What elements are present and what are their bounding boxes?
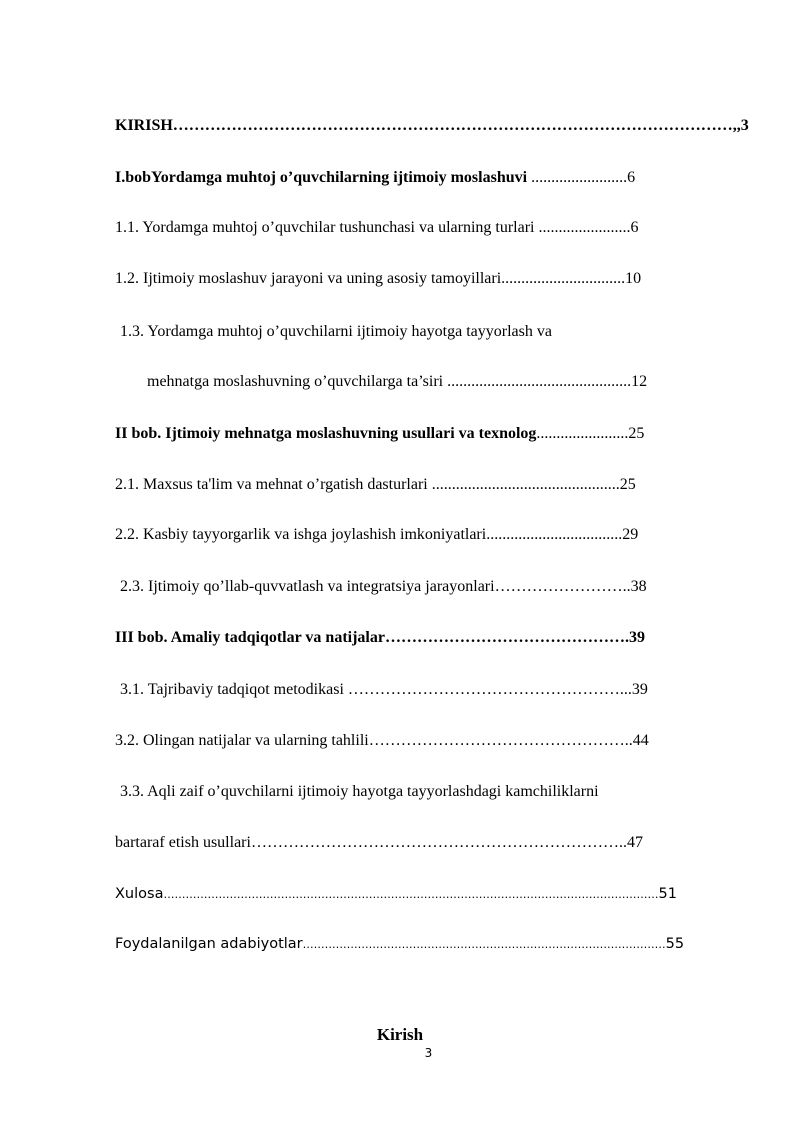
toc-leader: ……………………………………………………………………………………………………………………… (163, 888, 659, 901)
toc-title: 1.2. Ijtimoiy moslashuv jarayoni va uning asosiy tamoyillari (115, 270, 502, 287)
toc-entry-1-1[interactable] (115, 218, 638, 238)
toc-entry-foydalanilgan-adabiyotlar[interactable] (115, 934, 684, 955)
toc-page-number: 51 (658, 886, 677, 902)
toc-title: mehnatga moslashuvning o’quvchilarga ta’siri (147, 373, 444, 390)
toc-leader: ....................... (536, 425, 629, 442)
toc-page-number: 6 (630, 219, 639, 236)
toc-leader: ............................... (501, 270, 626, 287)
toc-title: 3.3. Aqli zaif o’quvchilarni ijtimoiy hayotga tayyorlashdagi kamchiliklarni (120, 783, 599, 800)
toc-page-number: 3 (740, 117, 749, 134)
toc-page-number: 25 (619, 476, 636, 493)
toc-page-number: 47 (626, 834, 643, 851)
toc-entry-xulosa[interactable] (115, 884, 677, 905)
toc-entry-3-2[interactable] (115, 731, 649, 751)
toc-entry-3-3[interactable] (120, 782, 599, 802)
toc-entry-2-3[interactable] (120, 577, 647, 597)
toc-leader: …………………………………………………………….. (250, 834, 627, 851)
toc-title: 3.2. Olingan natijalar va ularning tahlili (115, 732, 369, 749)
section-heading-kirish: Kirish (376, 1025, 424, 1044)
toc-title: KIRISH (115, 117, 173, 134)
toc-entry-3-3-continued[interactable] (115, 833, 643, 853)
toc-leader: .................................. (486, 526, 623, 543)
toc-page-number: 10 (625, 270, 642, 287)
toc-page-number: .39 (624, 629, 645, 646)
toc-leader: ............................................... (427, 476, 620, 493)
toc-title: 3.1. Tajribaviy tadqiqot metodikasi (120, 681, 344, 698)
toc-title: Foydalanilgan adabiyotlar (115, 936, 303, 952)
toc-title: 1.1. Yordamga muhtoj o’quvchilar tushunchasi va ularning turlari (115, 219, 535, 236)
toc-entry-chapter-3[interactable] (115, 628, 645, 648)
toc-entry-3-1[interactable] (120, 680, 648, 700)
toc-leader: ……………………………………………………………………………………………,, (172, 117, 741, 134)
toc-title: 2.2. Kasbiy tayyorgarlik va ishga joylashish imkoniyatlari (115, 526, 487, 543)
toc-page-number: 25 (628, 425, 645, 442)
toc-page-number: 55 (665, 936, 685, 952)
toc-entry-chapter-1[interactable] (115, 168, 635, 188)
toc-leader: ……………………………………… (384, 629, 625, 646)
toc-title: I.bobYordamga muhtoj o’quvchilarning ijtimoiy moslashuvi (115, 169, 528, 186)
toc-page-number: 12 (631, 373, 648, 390)
toc-entry-chapter-2[interactable] (115, 424, 644, 444)
toc-page-number: 38 (630, 578, 647, 595)
toc-leader: …………………….. (494, 578, 631, 595)
toc-entry-1-3-continued[interactable] (147, 372, 647, 392)
toc-page-number: 39 (631, 681, 648, 698)
toc-entry-kirish[interactable] (115, 116, 749, 136)
toc-title: III bob. Amaliy tadqiqotlar va natijalar (115, 629, 385, 646)
toc-entry-1-2[interactable] (115, 269, 641, 289)
toc-title: Xulosa (115, 886, 164, 902)
toc-page-number: 29 (622, 526, 639, 543)
toc-leader: ……………………………………………... (343, 681, 632, 698)
page-number: 3 (424, 1046, 433, 1060)
toc-entry-1-3[interactable] (120, 322, 552, 342)
toc-entry-2-2[interactable] (115, 525, 638, 545)
toc-title: 1.3. Yordamga muhtoj o’quvchilarni ijtimoiy hayotga tayyorlash va (120, 323, 552, 340)
toc-title: II bob. Ijtimoiy mehnatga moslashuvning usullari va texnolog (115, 425, 537, 442)
toc-title: 2.1. Maxsus ta'lim va mehnat o’rgatish dasturlari (115, 476, 428, 493)
toc-page-number: 6 (627, 169, 636, 186)
toc-leader: ………………………………………….. (368, 732, 633, 749)
toc-page-number: 44 (632, 732, 649, 749)
toc-leader: ....................... (534, 219, 631, 236)
toc-entry-2-1[interactable] (115, 475, 636, 495)
toc-title: 2.3. Ijtimoiy qo’llab-quvvatlash va integratsiya jarayonlari (120, 578, 495, 595)
toc-leader: .............................................. (443, 373, 632, 390)
toc-leader: ........................ (527, 169, 628, 186)
toc-leader: ……………………………………………………………………………………… (302, 938, 666, 951)
toc-title: bartaraf etish usullari (115, 834, 251, 851)
